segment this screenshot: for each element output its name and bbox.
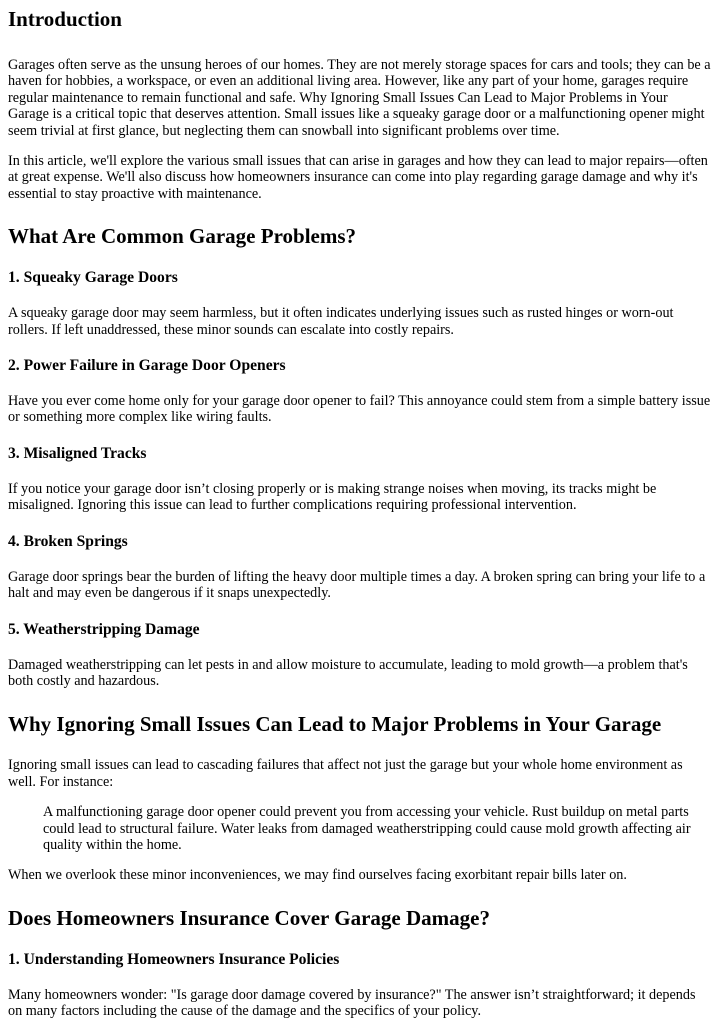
item-5-body: Damaged weatherstripping can let pests in and allow moisture to accumulate, leading to mold growth—a problem that's both costly and hazardous. — [8, 656, 688, 689]
item-4-body: Garage door springs bear the burden of lifting the heavy door multiple times a day. A broken spring can bring your life to a halt and may even be dangerous if it snaps unexpectedly. — [8, 568, 706, 602]
article — [0, 7, 720, 1020]
why-paragraph-1: Ignoring small issues can lead to cascading failures that affect not just the garage but your whole home environment as well. For instance: — [8, 757, 683, 790]
insurance-sub-title: 1. Understanding Homeowners Insurance Policies — [8, 950, 340, 968]
heading-why-ignoring: Why Ignoring Small Issues Can Lead to Major Problems in Your Garage — [8, 712, 662, 737]
heading-common-problems: What Are Common Garage Problems? — [8, 224, 357, 249]
heading-insurance: Does Homeowners Insurance Cover Garage Damage? — [8, 905, 490, 930]
item-1-body: A squeaky garage door may seem harmless, but it often indicates underlying issues such as rusted hinges or worn-out rollers. If left unaddressed, these minor sounds can escalate into costly repairs. — [8, 305, 674, 338]
heading-introduction: Introduction — [8, 7, 122, 31]
item-5-title: 5. Weatherstripping Damage — [8, 620, 200, 638]
item-3-body: If you notice your garage door isn’t closing properly or is making strange noises when moving, its tracks might be misaligned. Ignoring this issue can lead to further complications requiring professional intervention. — [8, 480, 657, 514]
insurance-sub-body: Many homeowners wonder: "Is garage door damage covered by insurance?" The answer isn’t straightforward; it depends on many factors including the cause of the damage and the specifics of your policy. — [8, 986, 696, 1020]
item-1-title: 1. Squeaky Garage Doors — [8, 269, 178, 287]
item-2-title: 2. Power Failure in Garage Door Openers — [8, 357, 286, 375]
intro-paragraph-2: In this article, we'll explore the various small issues that can arise in garages and how they can lead to major repairs—often at great expense. We'll also discuss how homeowners insurance can come into play regarding garage damage and why it's essential to stay proactive with maintenance. — [8, 153, 708, 202]
item-2-body: Have you ever come home only for your garage door opener to fail? This annoyance could stem from a simple battery issue or something more complex like wiring faults. — [8, 393, 711, 426]
item-3-title: 3. Misaligned Tracks — [8, 444, 147, 462]
examples-blockquote: A malfunctioning garage door opener could prevent you from accessing your vehicle. Rust buildup on metal parts could lead to structural failure. Water leaks from damaged weatherstripping could cause mold growth affecting air quality within the home. — [43, 804, 691, 853]
intro-paragraph-1: Garages often serve as the unsung heroes of our homes. They are not merely storage spaces for cars and tools; they can be a haven for hobbies, a workspace, or even an additional living area. However, like any part of your home, garages require regular maintenance to remain functional and safe. Why Ignoring Small Issues Can Lead to Major Problems in Your Garage is a critical topic that deserves attention. Small issues like a squeaky garage door or a malfunctioning opener might seem trivial at first glance, but neglecting them can snowball into significant problems over time. — [8, 57, 711, 139]
why-paragraph-2: When we overlook these minor inconveniences, we may find ourselves facing exorbitant repair bills later on. — [8, 867, 627, 884]
item-4-title: 4. Broken Springs — [8, 532, 128, 550]
